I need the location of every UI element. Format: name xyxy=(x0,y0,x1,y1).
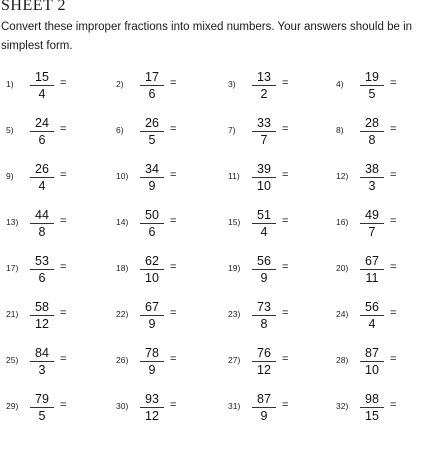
fraction-bar xyxy=(360,131,384,132)
problem-number: 7) xyxy=(228,125,236,135)
fraction-bar xyxy=(252,361,276,362)
problem-number: 21) xyxy=(6,309,19,319)
denominator: 6 xyxy=(148,225,156,239)
problem-number: 20) xyxy=(336,263,349,273)
numerator: 87 xyxy=(365,346,379,360)
problem-item xyxy=(6,346,106,376)
fraction xyxy=(138,70,166,101)
equals-sign: = xyxy=(390,123,397,135)
numerator: 26 xyxy=(145,116,159,130)
problem-number: 28) xyxy=(336,355,349,365)
equals-sign: = xyxy=(390,215,397,227)
denominator: 10 xyxy=(257,179,271,193)
numerator: 49 xyxy=(365,208,379,222)
problem-item xyxy=(116,254,216,284)
problem-item xyxy=(336,300,431,330)
equals-sign: = xyxy=(282,215,289,227)
fraction-bar xyxy=(360,315,384,316)
fraction-bar xyxy=(140,85,164,86)
equals-sign: = xyxy=(282,77,289,89)
numerator: 67 xyxy=(145,300,159,314)
numerator: 13 xyxy=(257,70,271,84)
problem-item xyxy=(116,346,216,376)
numerator: 67 xyxy=(365,254,379,268)
denominator: 12 xyxy=(35,317,49,331)
problem-item xyxy=(336,116,431,146)
numerator: 84 xyxy=(35,346,49,360)
numerator: 15 xyxy=(35,70,49,84)
fraction xyxy=(28,208,56,239)
equals-sign: = xyxy=(60,169,67,181)
problem-number: 12) xyxy=(336,171,349,181)
denominator: 5 xyxy=(368,87,376,101)
numerator: 56 xyxy=(365,300,379,314)
fraction-bar xyxy=(140,315,164,316)
numerator: 93 xyxy=(145,392,159,406)
problem-item xyxy=(336,392,431,422)
denominator: 12 xyxy=(145,409,159,423)
denominator: 9 xyxy=(148,363,156,377)
equals-sign: = xyxy=(170,123,177,135)
fraction-bar xyxy=(140,131,164,132)
fraction-bar xyxy=(140,407,164,408)
problem-item xyxy=(116,208,216,238)
equals-sign: = xyxy=(60,353,67,365)
fraction xyxy=(28,254,56,285)
equals-sign: = xyxy=(390,77,397,89)
problem-number: 11) xyxy=(228,171,240,181)
equals-sign: = xyxy=(282,399,289,411)
fraction xyxy=(138,208,166,239)
fraction-bar xyxy=(252,269,276,270)
problem-number: 14) xyxy=(116,217,129,227)
fraction-bar xyxy=(30,315,54,316)
numerator: 44 xyxy=(35,208,49,222)
fraction-bar xyxy=(140,269,164,270)
fraction xyxy=(250,300,278,331)
equals-sign: = xyxy=(390,169,397,181)
fraction-bar xyxy=(360,407,384,408)
denominator: 10 xyxy=(365,363,379,377)
fraction xyxy=(250,70,278,101)
numerator: 33 xyxy=(257,116,271,130)
problem-item xyxy=(6,392,106,422)
fraction xyxy=(28,116,56,147)
fraction xyxy=(138,162,166,193)
fraction xyxy=(28,346,56,377)
problem-number: 25) xyxy=(6,355,19,365)
problem-number: 32) xyxy=(336,401,349,411)
equals-sign: = xyxy=(170,307,177,319)
problem-number: 9) xyxy=(6,171,14,181)
denominator: 6 xyxy=(38,133,46,147)
numerator: 78 xyxy=(145,346,159,360)
equals-sign: = xyxy=(170,353,177,365)
problem-item xyxy=(228,346,328,376)
denominator: 4 xyxy=(38,87,46,101)
denominator: 8 xyxy=(260,317,268,331)
instructions-text: Convert these improper fractions into mixed numbers. Your answers should be in simplest form. xyxy=(1,21,413,52)
equals-sign: = xyxy=(282,307,289,319)
denominator: 9 xyxy=(148,317,156,331)
denominator: 4 xyxy=(260,225,268,239)
numerator: 53 xyxy=(35,254,49,268)
fraction-bar xyxy=(30,85,54,86)
problem-item xyxy=(228,392,328,422)
problem-number: 4) xyxy=(336,79,344,89)
fraction xyxy=(28,70,56,101)
numerator: 73 xyxy=(257,300,271,314)
fraction xyxy=(138,116,166,147)
numerator: 50 xyxy=(145,208,159,222)
fraction xyxy=(28,392,56,423)
problem-number: 22) xyxy=(116,309,129,319)
denominator: 9 xyxy=(260,271,268,285)
problem-number: 13) xyxy=(6,217,19,227)
numerator: 38 xyxy=(365,162,379,176)
problem-item xyxy=(228,254,328,284)
denominator: 15 xyxy=(365,409,379,423)
fraction-bar xyxy=(252,177,276,178)
numerator: 62 xyxy=(145,254,159,268)
problem-item xyxy=(116,70,216,100)
equals-sign: = xyxy=(60,307,67,319)
equals-sign: = xyxy=(60,261,67,273)
problem-number: 2) xyxy=(116,79,124,89)
problem-item xyxy=(116,162,216,192)
denominator: 12 xyxy=(257,363,271,377)
fraction xyxy=(138,300,166,331)
problem-item xyxy=(336,162,431,192)
problem-number: 18) xyxy=(116,263,129,273)
problem-number: 15) xyxy=(228,217,241,227)
equals-sign: = xyxy=(390,307,397,319)
fraction xyxy=(250,346,278,377)
numerator: 76 xyxy=(257,346,271,360)
numerator: 39 xyxy=(257,162,271,176)
fraction-bar xyxy=(360,223,384,224)
numerator: 87 xyxy=(257,392,271,406)
equals-sign: = xyxy=(60,123,67,135)
fraction xyxy=(138,254,166,285)
numerator: 34 xyxy=(145,162,159,176)
fraction xyxy=(250,162,278,193)
fraction xyxy=(358,162,386,193)
fraction-bar xyxy=(252,223,276,224)
fraction-bar xyxy=(252,407,276,408)
fraction xyxy=(358,300,386,331)
problem-item xyxy=(336,346,431,376)
fraction-bar xyxy=(140,223,164,224)
equals-sign: = xyxy=(170,77,177,89)
denominator: 3 xyxy=(368,179,376,193)
denominator: 10 xyxy=(145,271,159,285)
equals-sign: = xyxy=(170,169,177,181)
problem-item xyxy=(6,70,106,100)
denominator: 4 xyxy=(38,179,46,193)
problem-item xyxy=(6,208,106,238)
problem-item xyxy=(336,70,431,100)
fraction-bar xyxy=(30,223,54,224)
problem-number: 27) xyxy=(228,355,241,365)
denominator: 9 xyxy=(148,179,156,193)
fraction xyxy=(28,162,56,193)
equals-sign: = xyxy=(390,261,397,273)
problem-number: 30) xyxy=(116,401,129,411)
problem-item xyxy=(116,116,216,146)
problem-item xyxy=(228,162,328,192)
fraction xyxy=(250,254,278,285)
problem-number: 26) xyxy=(116,355,129,365)
numerator: 19 xyxy=(365,70,379,84)
sheet-title: SHEET 2 xyxy=(1,0,66,14)
fraction xyxy=(250,116,278,147)
fraction-bar xyxy=(360,85,384,86)
problem-item xyxy=(116,300,216,330)
equals-sign: = xyxy=(282,261,289,273)
numerator: 51 xyxy=(257,208,271,222)
problem-number: 6) xyxy=(116,125,124,135)
denominator: 5 xyxy=(38,409,46,423)
problem-number: 31) xyxy=(228,401,241,411)
denominator: 7 xyxy=(260,133,268,147)
denominator: 4 xyxy=(368,317,376,331)
denominator: 2 xyxy=(260,87,268,101)
problem-number: 10) xyxy=(116,171,129,181)
equals-sign: = xyxy=(170,215,177,227)
fraction xyxy=(138,346,166,377)
equals-sign: = xyxy=(390,399,397,411)
fraction-bar xyxy=(360,269,384,270)
problem-number: 3) xyxy=(228,79,236,89)
problem-item xyxy=(336,208,431,238)
problem-item xyxy=(228,70,328,100)
problem-item xyxy=(228,208,328,238)
problem-item xyxy=(6,300,106,330)
numerator: 98 xyxy=(365,392,379,406)
fraction-bar xyxy=(140,177,164,178)
equals-sign: = xyxy=(170,261,177,273)
problem-number: 19) xyxy=(228,263,241,273)
fraction-bar xyxy=(252,131,276,132)
fraction xyxy=(250,208,278,239)
fraction xyxy=(138,392,166,423)
denominator: 6 xyxy=(38,271,46,285)
problem-item xyxy=(6,254,106,284)
fraction-bar xyxy=(30,269,54,270)
fraction xyxy=(358,254,386,285)
numerator: 28 xyxy=(365,116,379,130)
problem-item xyxy=(336,254,431,284)
fraction xyxy=(358,346,386,377)
problem-item xyxy=(116,392,216,422)
fraction xyxy=(250,392,278,423)
equals-sign: = xyxy=(60,77,67,89)
fraction xyxy=(28,300,56,331)
fraction xyxy=(358,116,386,147)
problem-number: 23) xyxy=(228,309,241,319)
problem-number: 5) xyxy=(6,125,14,135)
fraction-bar xyxy=(30,361,54,362)
equals-sign: = xyxy=(282,353,289,365)
equals-sign: = xyxy=(282,169,289,181)
denominator: 5 xyxy=(148,133,156,147)
equals-sign: = xyxy=(282,123,289,135)
equals-sign: = xyxy=(390,353,397,365)
numerator: 24 xyxy=(35,116,49,130)
denominator: 8 xyxy=(368,133,376,147)
equals-sign: = xyxy=(170,399,177,411)
denominator: 11 xyxy=(365,271,379,285)
fraction-bar xyxy=(252,315,276,316)
fraction-bar xyxy=(360,177,384,178)
fraction-bar xyxy=(360,361,384,362)
problem-number: 29) xyxy=(6,401,19,411)
numerator: 56 xyxy=(257,254,271,268)
problem-item xyxy=(228,300,328,330)
denominator: 7 xyxy=(368,225,376,239)
problem-item xyxy=(6,162,106,192)
fraction-bar xyxy=(30,177,54,178)
problem-item xyxy=(228,116,328,146)
problem-number: 1) xyxy=(6,79,14,89)
fraction xyxy=(358,392,386,423)
fraction xyxy=(358,70,386,101)
fraction xyxy=(358,208,386,239)
problem-number: 8) xyxy=(336,125,344,135)
denominator: 9 xyxy=(260,409,268,423)
denominator: 8 xyxy=(38,225,46,239)
numerator: 79 xyxy=(35,392,49,406)
fraction-bar xyxy=(252,85,276,86)
equals-sign: = xyxy=(60,399,67,411)
numerator: 17 xyxy=(145,70,159,84)
fraction-bar xyxy=(30,407,54,408)
problem-item xyxy=(6,116,106,146)
fraction-bar xyxy=(140,361,164,362)
problem-number: 24) xyxy=(336,309,349,319)
problem-number: 16) xyxy=(336,217,349,227)
problem-number: 17) xyxy=(6,263,19,273)
denominator: 3 xyxy=(38,363,46,377)
numerator: 26 xyxy=(35,162,49,176)
fraction-bar xyxy=(30,131,54,132)
denominator: 6 xyxy=(148,87,156,101)
equals-sign: = xyxy=(60,215,67,227)
numerator: 58 xyxy=(35,300,49,314)
